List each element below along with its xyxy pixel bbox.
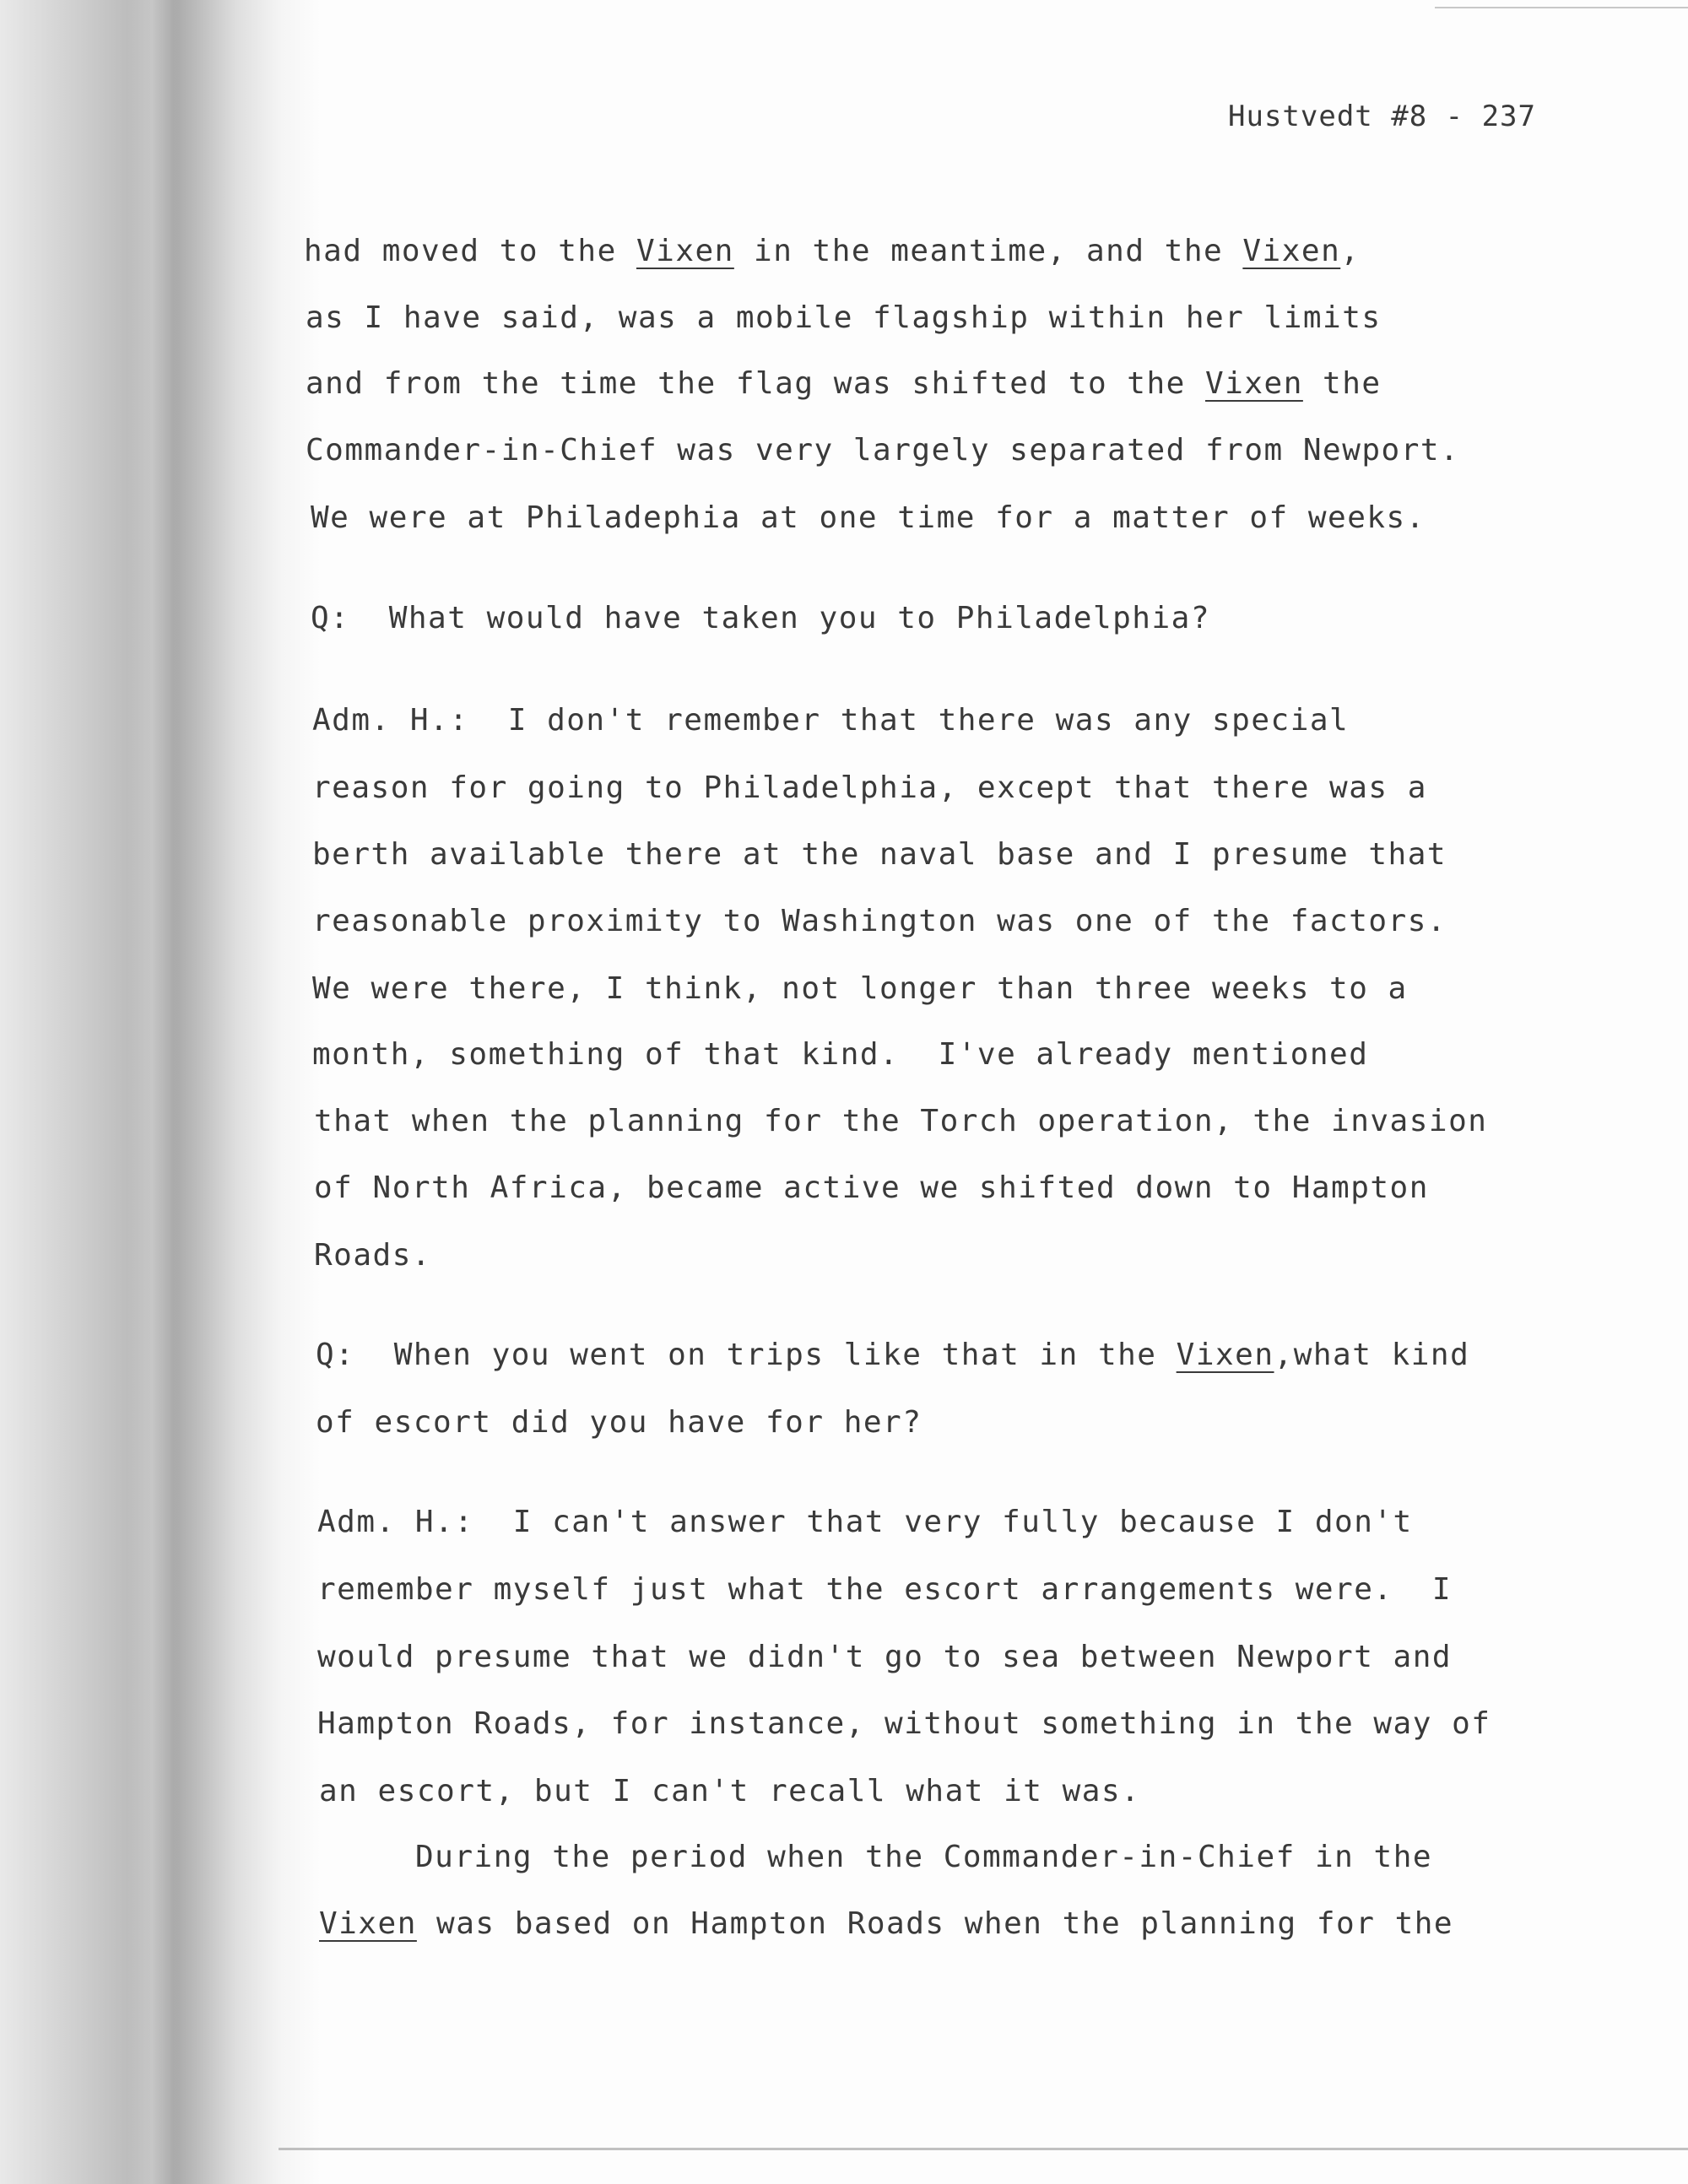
- page-top-edge: [1435, 7, 1688, 8]
- text-segment: Q: When you went on trips like that in the: [316, 1338, 1177, 1372]
- text-line-2: as I have said, was a mobile flagship within her limits: [306, 300, 1382, 335]
- ship-name: Vixen: [319, 1906, 417, 1941]
- paragraph-line-2: [319, 1906, 1454, 1941]
- answer-line-10: Adm. H.: I can't answer that very fully because I don't: [317, 1505, 1413, 1539]
- question-line-3: of escort did you have for her?: [316, 1405, 922, 1440]
- answer-line-12: would presume that we didn't go to sea between Newport and: [317, 1640, 1453, 1674]
- text-segment: ,: [1340, 234, 1361, 268]
- ship-name: Vixen: [636, 234, 734, 268]
- answer-line-2: reason for going to Philadelphia, except that there was a: [312, 770, 1427, 805]
- answer-line-14: an escort, but I can't recall what it was.: [319, 1774, 1141, 1808]
- paragraph-line-1: During the period when the Commander-in-Chief in the: [415, 1840, 1433, 1874]
- answer-line-13: Hampton Roads, for instance, without something in the way of: [317, 1706, 1491, 1741]
- answer-line-11: remember myself just what the escort arrangements were. I: [317, 1572, 1453, 1607]
- answer-line-8: of North Africa, became active we shifted down to Hampton: [314, 1170, 1429, 1205]
- answer-line-6: month, something of that kind. I've already mentioned: [312, 1037, 1369, 1072]
- text-segment: ,what kind: [1274, 1338, 1470, 1372]
- question-line-2: [316, 1340, 1469, 1370]
- question-line-1: Q: What would have taken you to Philadelphia?: [311, 601, 1210, 635]
- text-line-5: We were at Philadephia at one time for a matter of weeks.: [311, 500, 1426, 535]
- page-header: Hustvedt #8 - 237: [1228, 100, 1536, 133]
- text-segment: was based on Hampton Roads when the planning for the: [416, 1906, 1454, 1941]
- answer-line-3: berth available there at the naval base and I presume that: [312, 837, 1447, 872]
- answer-line-9: Roads.: [314, 1238, 432, 1273]
- answer-line-1: Adm. H.: I don't remember that there was any special: [312, 703, 1350, 738]
- answer-line-7: that when the planning for the Torch operation, the invasion: [314, 1104, 1488, 1138]
- text-segment: and from the time the flag was shifted to the: [306, 366, 1205, 401]
- answer-line-5: We were there, I think, not longer than three weeks to a: [312, 971, 1408, 1006]
- text-segment: had moved to the: [304, 234, 636, 268]
- text-line-1: [304, 236, 1360, 267]
- text-line-3: [306, 366, 1382, 401]
- text-segment: in the meantime, and the: [733, 234, 1243, 268]
- binding-streak: [127, 0, 177, 2184]
- answer-line-4: reasonable proximity to Washington was one of the factors.: [312, 904, 1447, 938]
- text-line-4: Commander-in-Chief was very largely separated from Newport.: [306, 433, 1460, 468]
- ship-name: Vixen: [1205, 366, 1303, 401]
- ship-name: Vixen: [1176, 1338, 1274, 1372]
- text-segment: the: [1302, 366, 1382, 401]
- ship-name: Vixen: [1242, 234, 1341, 268]
- page-bottom-edge: [279, 2148, 1688, 2150]
